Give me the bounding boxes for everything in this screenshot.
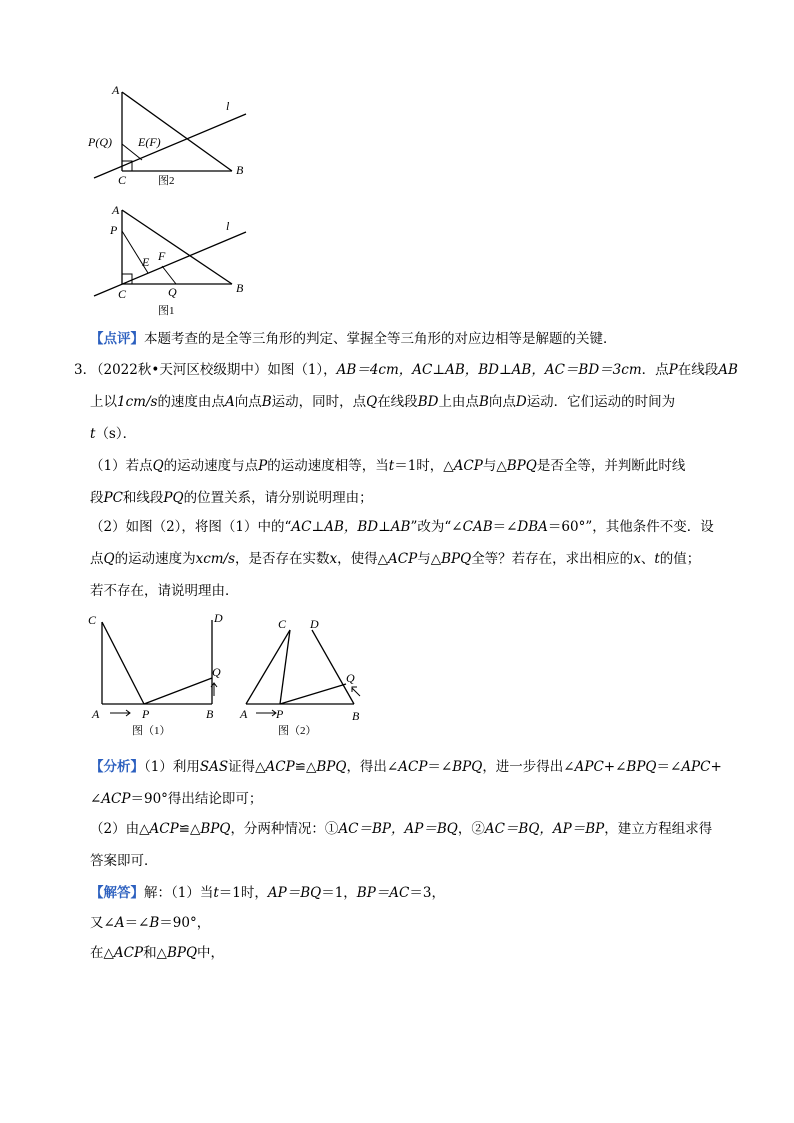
p3-l2-c: 向点 bbox=[234, 394, 262, 410]
p3-l2-m3: B bbox=[261, 394, 272, 410]
problem-3-figure-2-diagram bbox=[236, 610, 376, 742]
p3-l2-f: 上由点 bbox=[438, 394, 479, 410]
solution-tag: 【解答】 bbox=[90, 885, 144, 901]
problem-3-figure-1 bbox=[86, 610, 236, 742]
q2b-a: 点 bbox=[90, 551, 104, 567]
an-l1-m8: APC bbox=[681, 759, 711, 775]
analysis-line-3 bbox=[90, 820, 730, 838]
f3b-label-b: B bbox=[352, 709, 360, 723]
q2-m1: AC⊥AB，BD⊥AB bbox=[291, 519, 411, 535]
q2b-m3: x bbox=[329, 551, 338, 567]
fig1-label-f: F bbox=[158, 249, 166, 263]
fig2-label-l: l bbox=[226, 99, 230, 113]
p3-l1-m2: P bbox=[668, 362, 678, 378]
q1b-b: 和线段 bbox=[122, 490, 164, 506]
q1-m5: BPQ bbox=[506, 458, 537, 474]
f3a-label-p: P bbox=[142, 707, 150, 721]
an-l3-m4: AC＝BQ，AP＝BP bbox=[484, 821, 605, 837]
q1-m4: ACP bbox=[453, 458, 483, 474]
solution-line-1 bbox=[90, 884, 730, 902]
so-l1-m1: t bbox=[213, 885, 219, 901]
q2-m2: CAB bbox=[462, 519, 493, 535]
p3-l2-g: 向点 bbox=[488, 394, 516, 410]
q2b-h: 的值； bbox=[659, 551, 701, 567]
q2b-m2: xcm/s bbox=[195, 551, 236, 567]
an-l1-a: （1）利用 bbox=[144, 759, 200, 775]
so-l1-d: ＝3， bbox=[409, 885, 445, 901]
q1b-m1: PC bbox=[103, 490, 123, 506]
so-l2-m2: B bbox=[149, 915, 160, 931]
problem-3-q2-line-3 bbox=[90, 582, 730, 600]
q2b-d: ，使得△ bbox=[337, 551, 389, 567]
fig1-label-q: Q bbox=[168, 285, 177, 299]
q2b-f: 全等？若存在，求出相应的 bbox=[471, 551, 634, 567]
p3-l2-m1: 1cm/s bbox=[117, 394, 158, 410]
so-l2-c: ＝90°， bbox=[159, 915, 211, 931]
p3-l3-a: （s）． bbox=[95, 426, 137, 442]
an-l3-e: ，建立方程组求得 bbox=[604, 821, 713, 837]
so-l1-m2: AP＝BQ bbox=[267, 885, 322, 901]
fig2-label-b: B bbox=[236, 163, 244, 177]
q2b-c: ，是否存在实数 bbox=[235, 551, 330, 567]
fig2-label-c: C bbox=[118, 173, 127, 187]
figure-1 bbox=[86, 198, 256, 320]
p3-l2-h: 运动．它们运动的时间为 bbox=[526, 394, 676, 410]
q2b-m5: BPQ bbox=[441, 551, 472, 567]
an-l4: 答案即可． bbox=[90, 853, 158, 869]
analysis-line-2 bbox=[90, 790, 730, 808]
an-l1-m6: APC bbox=[574, 759, 604, 775]
q1-m3: t bbox=[388, 458, 395, 474]
q1b-m2: PQ bbox=[163, 490, 184, 506]
so-l2-a: 又∠ bbox=[90, 915, 115, 931]
an-l1-e: ＝∠ bbox=[427, 759, 453, 775]
fig1-label-a: A bbox=[112, 203, 120, 217]
an-l2-m1: ACP bbox=[101, 791, 131, 807]
so-l2-m1: A bbox=[114, 915, 125, 931]
q2-m3: DBA bbox=[517, 519, 548, 535]
problem-3-figure-1-diagram bbox=[86, 610, 236, 742]
f3a-label-b: B bbox=[206, 707, 214, 721]
q1-e: 与△ bbox=[482, 458, 507, 474]
q1b-c: 的位置关系，请分别说明理由； bbox=[183, 490, 373, 506]
f3b-caption: 图（2） bbox=[278, 725, 317, 737]
so-l1-b: ＝1时， bbox=[218, 885, 268, 901]
p3-l3-m1: t bbox=[90, 426, 96, 442]
so-l3-m2: BPQ bbox=[166, 945, 198, 961]
an-l1-h: ＝∠ bbox=[656, 759, 682, 775]
an-l1-d: ，得出∠ bbox=[346, 759, 399, 775]
problem-3-q1-line-2 bbox=[90, 489, 730, 507]
so-l1-c: ＝1， bbox=[321, 885, 357, 901]
an-l1-m5: BPQ bbox=[452, 759, 483, 775]
q2b-e: 与△ bbox=[417, 551, 442, 567]
fig2-label-a: A bbox=[112, 83, 120, 97]
q2-d: ＝60°”，其他条件不变．设 bbox=[547, 519, 714, 535]
so-l3-a: 在△ bbox=[90, 945, 114, 961]
fig2-label-ef: E(F) bbox=[138, 135, 161, 149]
review-tag: 【点评】 bbox=[90, 331, 144, 347]
p3-l2-m7: D bbox=[515, 394, 527, 410]
analysis-line-1 bbox=[90, 758, 730, 776]
an-l1-m3: BPQ bbox=[316, 759, 347, 775]
so-l3-c: 中， bbox=[197, 945, 225, 961]
p3-l1-c: 在线段 bbox=[677, 362, 719, 378]
problem-3-figure-2 bbox=[236, 610, 376, 742]
review-line bbox=[90, 330, 730, 348]
q1-d: ＝1时，△ bbox=[394, 458, 454, 474]
an-l1-c: ≌△ bbox=[294, 759, 317, 775]
solution-line-2 bbox=[90, 914, 730, 932]
p3-l2-m2: A bbox=[224, 394, 235, 410]
p3-l1-m1: AB＝4cm，AC⊥AB，BD⊥AB，AC＝BD＝3cm bbox=[336, 362, 642, 378]
so-l3-b: 和△ bbox=[143, 945, 167, 961]
f3a-label-c: C bbox=[88, 613, 97, 627]
an-l1-m7: BPQ bbox=[626, 759, 657, 775]
so-l1-m3: BP＝AC bbox=[356, 885, 410, 901]
problem-3-line-2 bbox=[90, 393, 730, 411]
an-l3-d: ，② bbox=[457, 821, 485, 837]
q1-c: 的运动速度相等，当 bbox=[267, 458, 389, 474]
p3-l2-d: 运动，同时，点 bbox=[271, 394, 367, 410]
fig1-label-c: C bbox=[118, 287, 127, 301]
so-l2-b: ＝∠ bbox=[124, 915, 150, 931]
an-l3-m1: ACP bbox=[149, 821, 179, 837]
q2b-m6: x bbox=[633, 551, 641, 567]
analysis-tag: 【分析】 bbox=[90, 759, 144, 775]
fig2-label-pq: P(Q) bbox=[88, 135, 112, 149]
q1-m1: Q bbox=[152, 458, 164, 474]
f3a-label-a: A bbox=[92, 707, 100, 721]
figure-2 bbox=[86, 80, 256, 190]
fig1-caption: 图1 bbox=[158, 305, 175, 317]
an-l3-m3: AC＝BP，AP＝BQ bbox=[338, 821, 458, 837]
p3-l1-m3: AB bbox=[718, 362, 738, 378]
fig1-label-p: P bbox=[110, 223, 118, 237]
figure-2-diagram bbox=[86, 80, 256, 190]
p3-l2-m6: B bbox=[478, 394, 489, 410]
solution-line-3 bbox=[90, 944, 730, 962]
an-l3-b: ≌△ bbox=[178, 821, 201, 837]
f3a-label-d: D bbox=[214, 611, 223, 625]
an-l2-b: ＝90°得出结论即可； bbox=[130, 791, 263, 807]
fig2-caption: 图2 bbox=[158, 175, 175, 187]
q2b-m4: ACP bbox=[388, 551, 418, 567]
q2b-m1: Q bbox=[103, 551, 115, 567]
f3b-label-p: P bbox=[276, 707, 284, 721]
problem-3-q1-line-1 bbox=[90, 457, 730, 475]
fig1-label-e: E bbox=[142, 255, 150, 269]
p3-l2-a: 上以 bbox=[90, 394, 117, 410]
an-l3-a: （2）由△ bbox=[90, 821, 150, 837]
f3a-label-q: Q bbox=[212, 665, 221, 679]
p3-l2-m5: BD bbox=[417, 394, 439, 410]
an-l1-m2: ACP bbox=[265, 759, 295, 775]
problem-3-q2-line-2 bbox=[90, 550, 730, 568]
review-text: 本题考查的是全等三角形的判定、掌握全等三角形的对应边相等是解题的关键． bbox=[144, 331, 617, 347]
analysis-line-4 bbox=[90, 852, 730, 870]
q1-m2: P bbox=[258, 458, 268, 474]
figure-1-diagram bbox=[86, 198, 256, 320]
q2-b: ”改为“∠ bbox=[410, 519, 463, 535]
q2b-m7: t bbox=[654, 551, 660, 567]
an-l1-b: 证得△ bbox=[228, 759, 266, 775]
an-l1-g: +∠ bbox=[603, 759, 627, 775]
f3b-label-q: Q bbox=[346, 671, 355, 685]
problem-3-line-3 bbox=[90, 425, 730, 443]
q1-f: 是否全等，并判断此时线 bbox=[536, 458, 686, 474]
f3b-label-a: A bbox=[240, 707, 248, 721]
q1-a: （1）若点 bbox=[90, 458, 153, 474]
so-l1-a: 解：（1）当 bbox=[144, 885, 214, 901]
an-l1-m1: SAS bbox=[199, 759, 229, 775]
p3-l2-b: 的速度由点 bbox=[157, 394, 225, 410]
fig1-label-l: l bbox=[226, 219, 230, 233]
an-l3-c: ，分两种情况：① bbox=[230, 821, 339, 837]
q1-b: 的运动速度与点 bbox=[163, 458, 259, 474]
problem-3-q2-line-1 bbox=[90, 518, 730, 536]
q2c: 若不存在，请说明理由． bbox=[90, 583, 239, 599]
p3-l1-a: （2022秋•天河区校级期中）如图（1）， bbox=[90, 362, 337, 378]
q2b-g: 、 bbox=[640, 551, 655, 567]
fig1-label-b: B bbox=[236, 281, 244, 295]
p3-l2-m4: Q bbox=[366, 394, 378, 410]
so-l3-m1: ACP bbox=[113, 945, 144, 961]
q2-a: （2）如图（2），将图（1）中的“ bbox=[90, 519, 292, 535]
an-l1-m4: ACP bbox=[398, 759, 428, 775]
q2b-b: 的运动速度为 bbox=[114, 551, 196, 567]
f3b-label-c: C bbox=[278, 617, 287, 631]
an-l2-a: ∠ bbox=[90, 791, 102, 807]
an-l1-i: + bbox=[710, 759, 722, 775]
an-l1-f: ，进一步得出∠ bbox=[482, 759, 575, 775]
p3-l2-e: 在线段 bbox=[377, 394, 418, 410]
f3b-label-d: D bbox=[310, 617, 319, 631]
q2-c: ＝∠ bbox=[492, 519, 518, 535]
problem-3-number: 3． bbox=[74, 362, 97, 378]
an-l3-m2: BPQ bbox=[200, 821, 231, 837]
p3-l1-b: ．点 bbox=[641, 362, 669, 378]
f3a-caption: 图（1） bbox=[132, 725, 171, 737]
problem-3-line-1 bbox=[90, 361, 738, 379]
q1b-a: 段 bbox=[90, 490, 104, 506]
